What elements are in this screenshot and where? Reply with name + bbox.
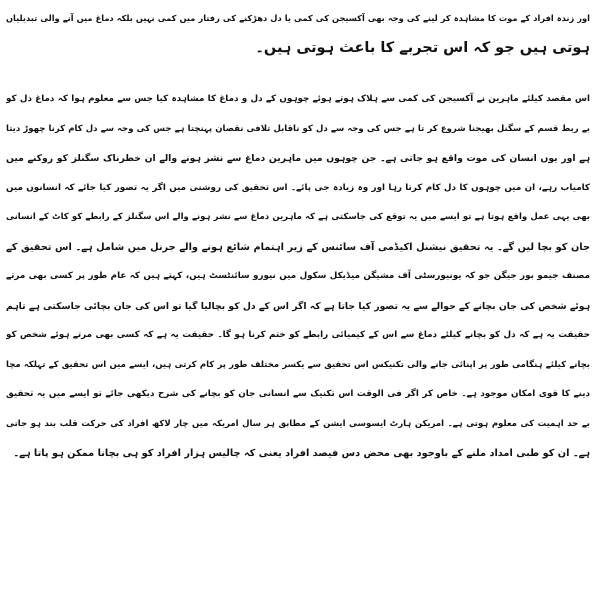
- text-line: حقیقت یہ ہے کہ دل کو بچانے کیلئے دماغ سے اس کے کیمیائی رابطے کو ختم کرنا ہو گا۔ حقیقت یہ ہے کہ کسی بھی مرتے ہوئے شخص کو: [6, 330, 590, 340]
- text-line: بھی یہی عمل واقع ہوتا ہے تو ایسے میں یہ توقع کی جاسکتی ہے کہ ماہرین دماغ سے نشر ہونے والے اس سگنلز کے رابطے کو کاٹ کے انسانی: [6, 212, 590, 222]
- text-line: ہوتی ہیں جو کہ اس تجربے کا باعث ہوتی ہیں۔: [255, 39, 590, 56]
- text-line: ہے اور یوں انسان کی موت واقع ہو جاتی ہے۔ جن چوہوں میں ماہرین دماغ سے نشر ہونے والے ان خطرناک سگنلز کو روکنے میں: [6, 153, 590, 164]
- text-line: کامیاب رہے، ان میں چوہوں کا دل کام کرتا رہا اور وہ زیادہ جی پائے۔ اس تحقیق کی روشنی میں اگر یہ تصور کیا جائے کہ انسانوں میں: [6, 182, 590, 193]
- text-line: بے ربط قسم کے سگنل بھیجنا شروع کر تا ہے جس کی وجہ سے دل کو ناقابل تلافی نقصان پہنچتا ہے جس کی وجہ سے دل کام کرنا چھوڑ دیتا: [6, 123, 590, 134]
- text-line: اس مقصد کیلئے ماہرین نے آکسیجن کی کمی سے ہلاک ہوتے ہوئے چوہوں کے دل و دماغ کا مشاہدہ کیا جس سے معلوم ہوا کہ دماغ دل کو: [6, 94, 590, 104]
- paragraph-intro: [6, 4, 590, 63]
- text-line: ہوئے شخص کی جان بچانے کے حوالے سے یہ تصور کیا جاتا ہے کہ اگر اس کے دل کو بچالیا گیا تو اس کی جان بچائی جاسکتی ہے تاہم: [6, 300, 590, 312]
- text-line: مصنف جیمو بور جیگن جو کہ یونیورسٹی آف مشیگن میڈیکل سکول میں نیورو سائنٹسٹ ہیں، کہتے ہیں کہ عام طور پر کسی بھی مرتے: [6, 271, 590, 281]
- text-line: جان کو بچا لیں گے۔ یہ تحقیق نیشنل اکیڈمی آف سائنس کے زیر اہتمام شائع ہونے والے جرنل میں شامل ہے۔ اس تحقیق کے: [6, 241, 590, 253]
- text-line: اور زندہ افراد کے موت کا مشاہدہ کر لینے کی وجہ بھی آکسیجن کی کمی یا دل دھڑکنے کی رفتار میں کمی نہیں بلکہ دماغ میں آنے والی تبدیلیاں: [6, 13, 590, 23]
- text-line: ہے۔ ان کو طبی امداد ملنے کے باوجود بھی محض دس فیصد افراد یعنی کہ چالیس ہزار افراد کو ہی بچانا ممکن ہو پاتا ہے۔: [13, 448, 590, 459]
- text-line: بے حد اہمیت کی معلوم ہوتی ہے۔ امریکن ہارٹ ایسوسی ایشن کے مطابق ہر سال امریکہ میں چار لاکھ افراد کی حرکت قلب بند ہو جاتی: [6, 418, 590, 429]
- paragraph-research: [6, 85, 590, 469]
- article-body: [6, 0, 590, 600]
- text-line: دینے کا قوی امکان موجود ہے۔ خاص کر اگر فی الوقت اس تکنیک سے انسانی جان کو بچانے کی شرح دیکھی جائے تو ایسے میں یہ تحقیق: [6, 389, 590, 399]
- text-line: بچانے کیلئے ہنگامی طور پر اپنائی جانے والی تکنیکس اس تحقیق سے یکسر مختلف طور پر کام کرتی ہیں، ایسے میں اس تحقیق کے تہلکہ مچا: [6, 359, 590, 370]
